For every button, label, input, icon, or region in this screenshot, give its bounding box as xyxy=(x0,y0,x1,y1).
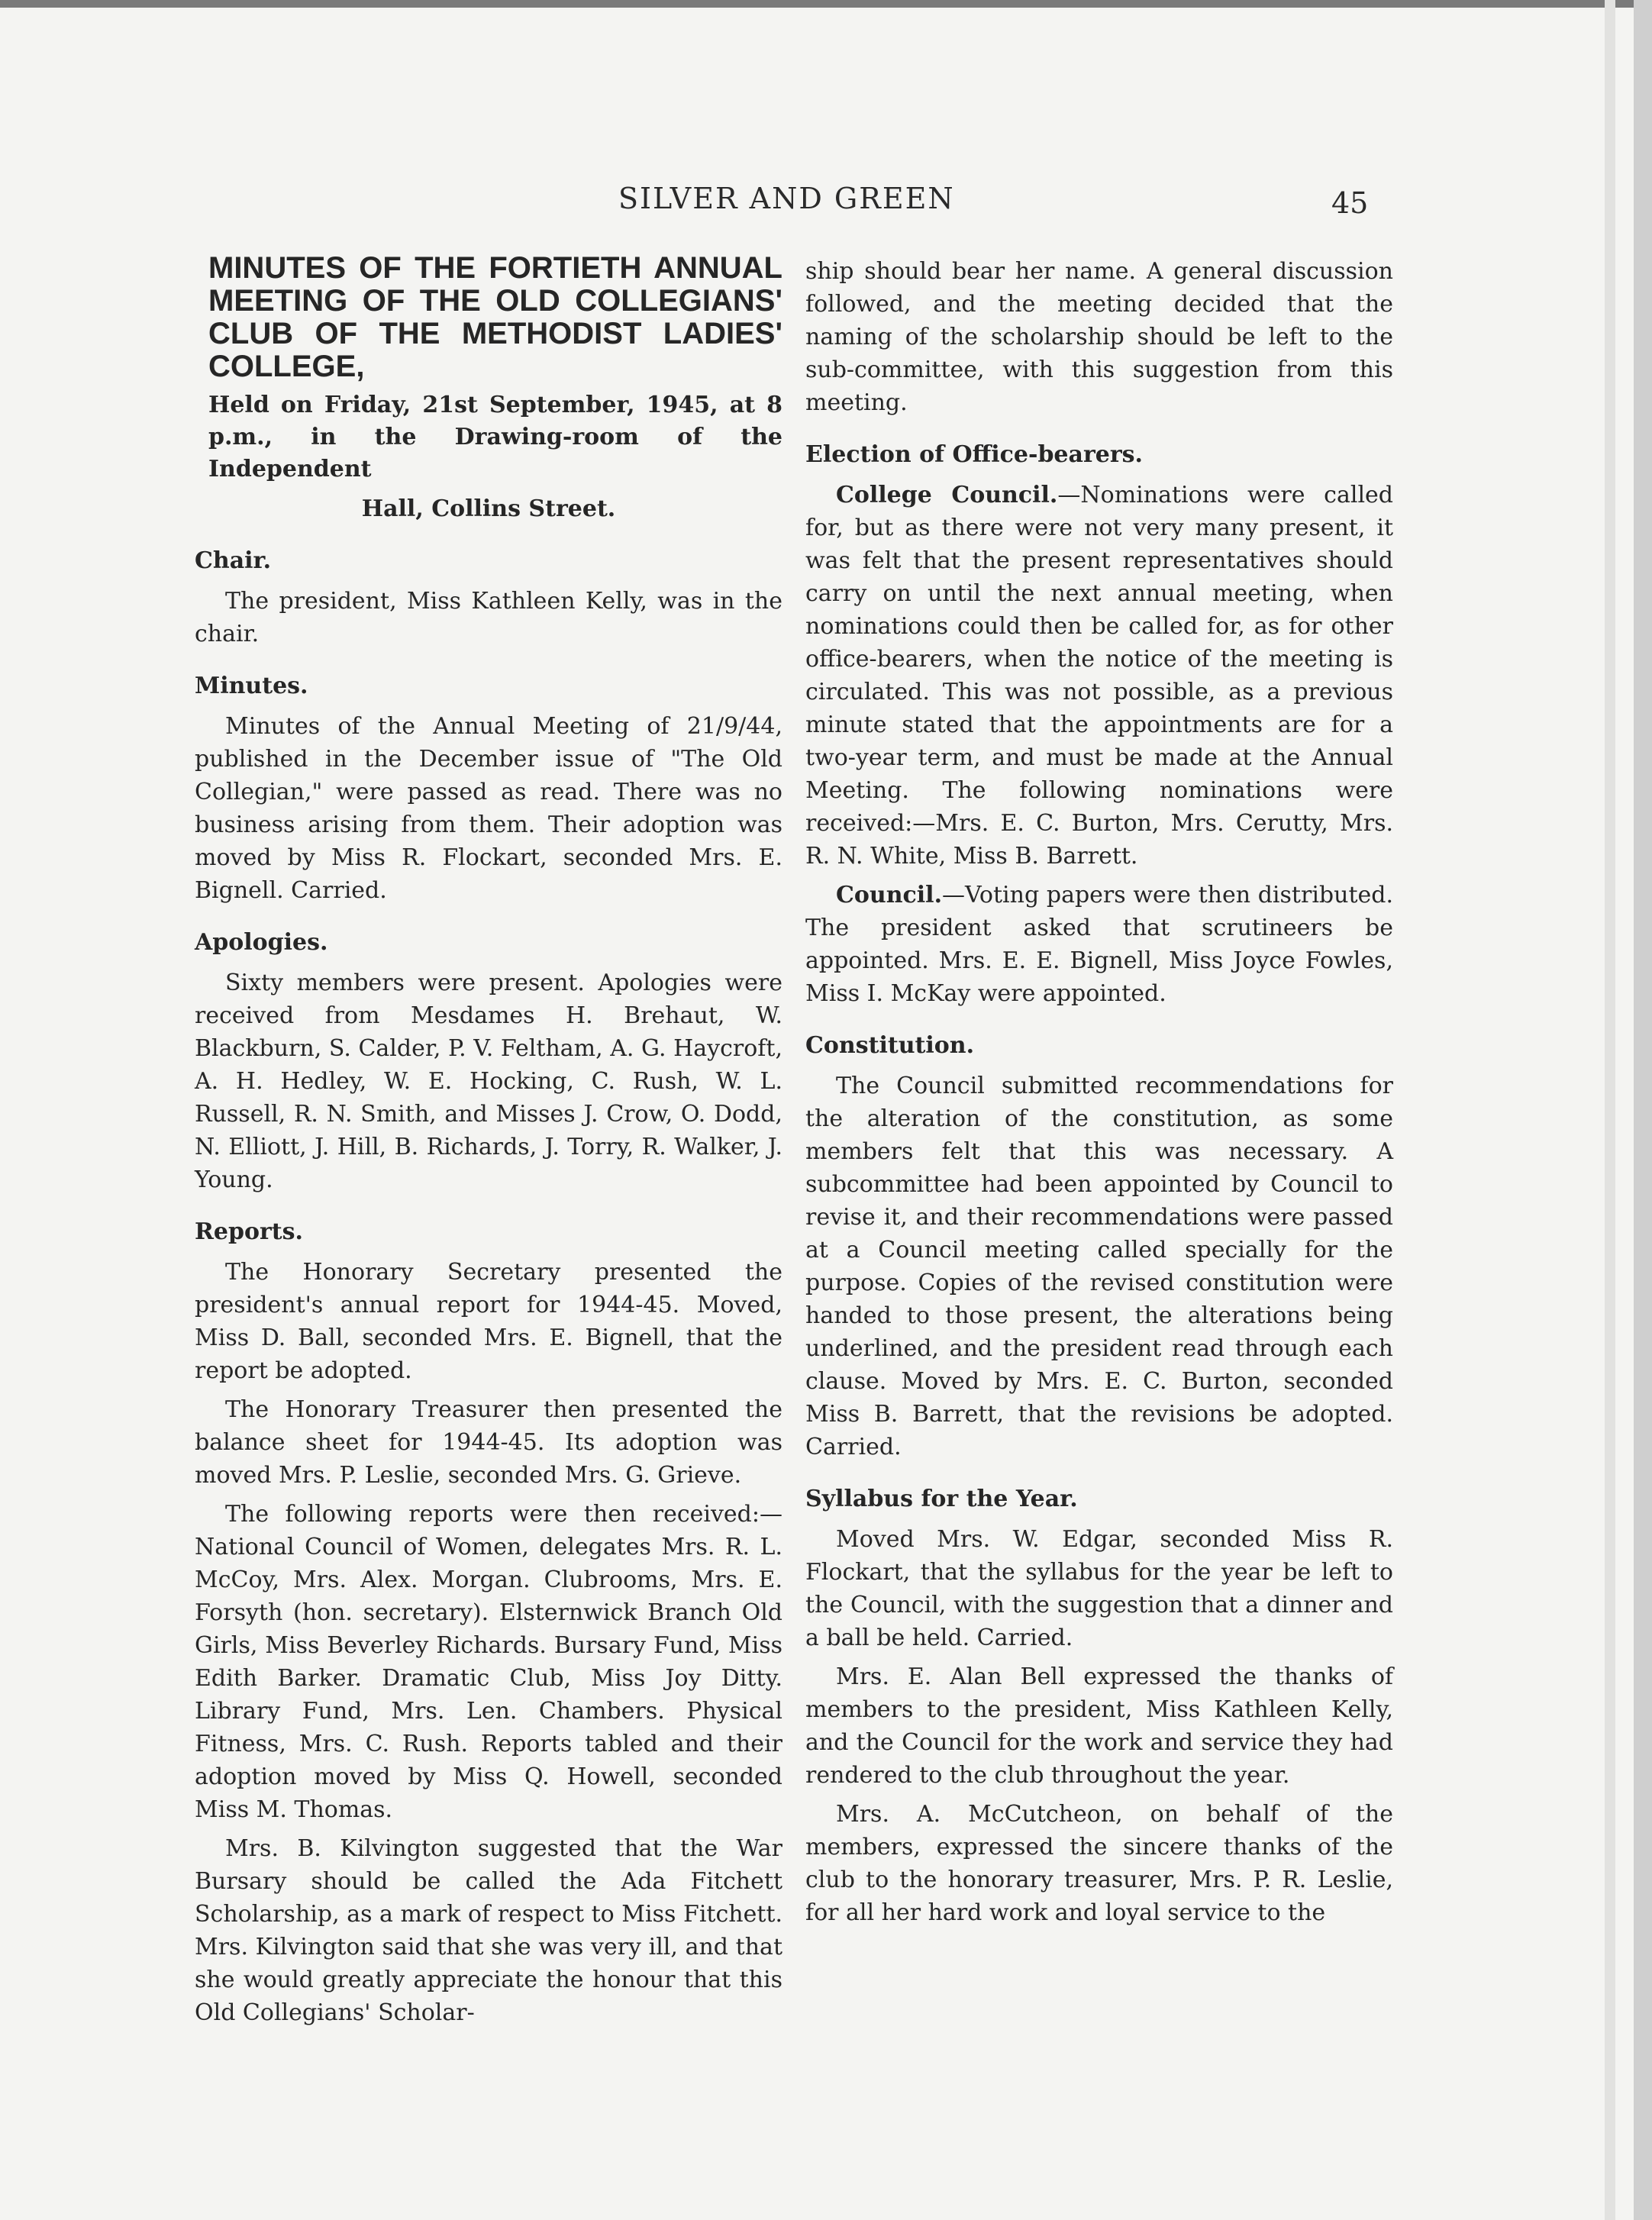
meeting-details: Held on Friday, 21st September, 1945, at 8 p.m., in the Drawing-room of the Independent xyxy=(208,392,782,482)
section-heading-apologies: Apologies. xyxy=(195,929,328,956)
council-label: Council. xyxy=(836,882,943,908)
reports-paragraph-2: The Honorary Treasurer then presented the balance sheet for 1944-45. Its adoption was moved Mrs. P. Leslie, seconded Mrs. G. Grieve. xyxy=(195,1396,782,1489)
council-text: —Voting papers were then distributed. The president asked that scrutineers be appointed. Mrs. E. E. Bignell, Miss Joyce Fowles, Miss I. McKay were appointed. xyxy=(805,882,1393,1007)
college-council-text: —Nominations were called for, but as there were not very many present, it was felt that the present representatives should carry on until the next annual meeting, when nominations could then be called for, as for other office-bearers, when the notice of the meeting is circulated. This was not possible, as a previous minute stated that the appointments are for a two-year term, and must be made at the Annual Meeting. The following nominations were received:—Mrs. E. C. Burton, Mrs. Cerutty, Mrs. R. N. White, Miss B. Barrett. xyxy=(805,482,1393,870)
syllabus-paragraph-1: Moved Mrs. W. Edgar, seconded Miss R. Flockart, that the syllabus for the year be left to the Council, with the suggestion that a dinner and a ball be held. Carried. xyxy=(805,1526,1393,1651)
constitution-paragraph: The Council submitted recommendations for the alteration of the constitution, as some members felt that this was necessary. A subcommittee had been appointed by Council to revise it, and their recommendations were passed at a Council meeting called specially for the purpose. Copies of the revised constitution were handed to those present, the alterations being underlined, and the president read through each clause. Moved by Mrs. E. C. Burton, seconded Miss B. Barrett, that the revisions be adopted. Carried. xyxy=(805,1073,1393,1460)
section-heading-constitution: Constitution. xyxy=(805,1032,975,1059)
chair-paragraph: The president, Miss Kathleen Kelly, was in the chair. xyxy=(195,588,782,647)
continuation-paragraph: ship should bear her name. A general discussion followed, and the meeting decided that the naming of the scholarship should be left to the sub-committee, with this suggestion from this meeting. xyxy=(805,258,1393,416)
reports-paragraph-1: The Honorary Secretary presented the president's annual report for 1944-45. Moved, Miss D. Ball, seconded Mrs. E. Bignell, that the report be adopted. xyxy=(195,1259,782,1384)
minutes-paragraph: Minutes of the Annual Meeting of 21/9/44, published in the December issue of "The Old Collegian," were passed as read. There was no business arising from them. Their adoption was moved by Miss R. Flockart, seconded Mrs. E. Bignell. Carried. xyxy=(195,713,782,904)
syllabus-paragraph-2: Mrs. E. Alan Bell expressed the thanks of members to the president, Miss Kathleen Kelly, and the Council for the work and service they had rendered to the club throughout the year. xyxy=(805,1663,1393,1789)
college-council-paragraph xyxy=(805,479,1393,873)
page-number: 45 xyxy=(1331,186,1369,220)
apologies-paragraph: Sixty members were present. Apologies were received from Mesdames H. Brehaut, W. Blackburn, S. Calder, P. V. Feltham, A. G. Haycroft, A. H. Hedley, W. E. Hocking, C. Rush, W. L. Russell, R. N. Smith, and Misses J. Crow, O. Dodd, N. Elliott, J. Hill, B. Richards, J. Torry, R. Walker, J. Young. xyxy=(195,970,782,1193)
meeting-venue: Hall, Collins Street. xyxy=(361,495,616,522)
reports-paragraph-3: The following reports were then received:—National Council of Women, delegates Mrs. R. L. McCoy, Mrs. Alex. Morgan. Clubrooms, Mrs. E. Forsyth (hon. secretary). Elsternwick Branch Old Girls, Miss Beverley Richards. Bursary Fund, Miss Edith Barker. Dramatic Club, Miss Joy Ditty. Library Fund, Mrs. Len. Chambers. Physical Fitness, Mrs. C. Rush. Reports tabled and their adoption moved by Miss Q. Howell, seconded Miss M. Thomas. xyxy=(195,1501,782,1823)
right-column xyxy=(805,255,1393,1935)
section-heading-minutes: Minutes. xyxy=(195,673,308,699)
page-top-edge xyxy=(0,0,1634,8)
running-head: SILVER AND GREEN xyxy=(618,182,955,215)
college-council-label: College Council. xyxy=(836,482,1058,508)
syllabus-paragraph-3: Mrs. A. McCutcheon, on behalf of the members, expressed the sincere thanks of the club to the honorary treasurer, Mrs. P. R. Leslie, for all her hard work and loyal service to the xyxy=(805,1801,1393,1926)
council-paragraph xyxy=(805,879,1393,1010)
section-heading-chair: Chair. xyxy=(195,547,272,574)
left-column xyxy=(195,252,782,2035)
section-heading-syllabus: Syllabus for the Year. xyxy=(805,1486,1078,1512)
section-heading-reports: Reports. xyxy=(195,1218,304,1245)
section-heading-election: Election of Office-bearers. xyxy=(805,441,1143,468)
reports-paragraph-4: Mrs. B. Kilvington suggested that the War Bursary should be called the Ada Fitchett Scholarship, as a mark of respect to Miss Fitchett. Mrs. Kilvington said that she was very ill, and that she would greatly appreciate the honour that this Old Collegians' Scholar- xyxy=(195,1835,782,2026)
article-title: MINUTES OF THE FORTIETH ANNUAL MEETING OF THE OLD COLLEGIANS' CLUB OF THE METHODIST LADIES' COLLEGE, xyxy=(208,251,782,383)
page-spine-edge xyxy=(1605,0,1615,2220)
